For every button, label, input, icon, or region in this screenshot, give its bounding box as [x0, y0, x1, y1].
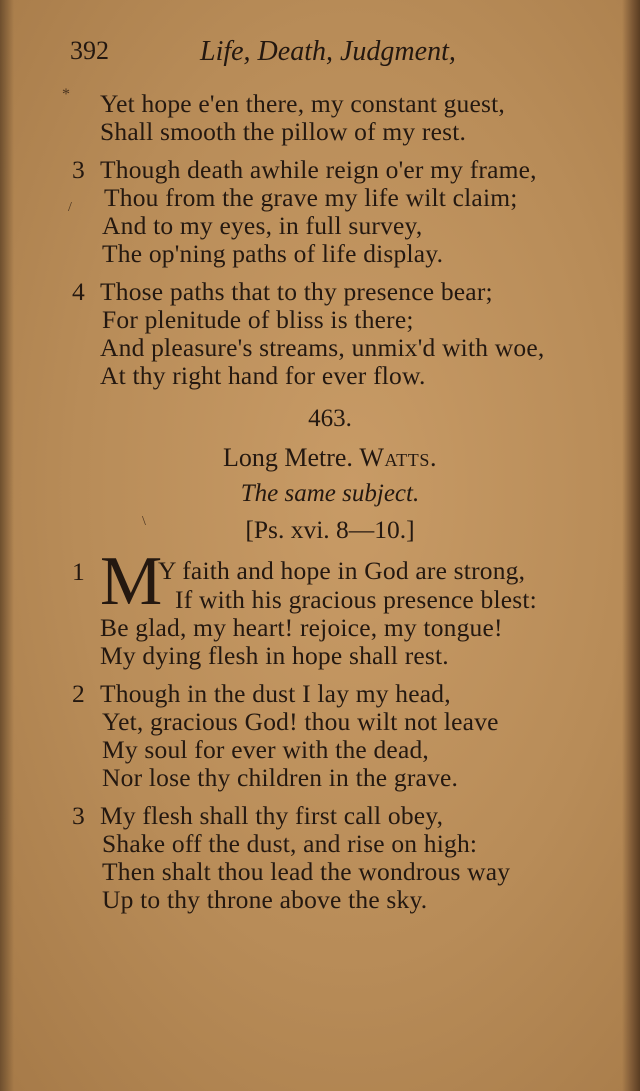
ink-speck: \ — [142, 514, 146, 529]
verse-line: Though in the dust I lay my head, — [100, 679, 451, 708]
verse-line: Those paths that to thy presence bear; — [100, 277, 493, 306]
verse-line: For plenitude of bliss is there; — [102, 305, 414, 334]
verse-line: Yet, gracious God! thou wilt not leave — [102, 707, 499, 736]
verse-line: Then shalt thou lead the wondrous way — [102, 857, 511, 886]
hymn-number: 463. — [308, 405, 352, 432]
verse-line: Be glad, my heart! rejoice, my tongue! — [100, 613, 503, 642]
verse-line: My dying flesh in hope shall rest. — [100, 641, 449, 670]
stanza-number: 2 — [72, 679, 85, 708]
stanza-number: 1 — [72, 557, 85, 586]
stanza-number: 4 — [72, 277, 85, 306]
verse-line: Up to thy throne above the sky. — [102, 885, 428, 914]
verse-line: My flesh shall thy first call obey, — [100, 801, 444, 830]
hymn-metre-line — [10, 443, 640, 473]
page-edge-left — [0, 0, 14, 1091]
verse-line: At thy right hand for ever flow. — [100, 361, 426, 390]
drop-cap: M — [100, 543, 163, 620]
page-edge-right — [622, 0, 640, 1091]
running-title: Life, Death, Judgment, — [200, 36, 456, 67]
verse-line: My soul for ever with the dead, — [102, 735, 429, 764]
verse-line: Nor lose thy children in the grave. — [102, 763, 459, 792]
verse-line: If with his gracious presence blest: — [175, 585, 537, 614]
page-number: 392 — [70, 36, 109, 65]
verse-line: Though death awhile reign o'er my frame, — [100, 155, 537, 184]
hymn-subject: The same subject. — [240, 480, 420, 507]
verse-line: Yet hope e'en there, my constant guest, — [100, 89, 505, 118]
verse-line: The op'ning paths of life display. — [102, 239, 444, 268]
page-header — [70, 36, 590, 80]
stanza-number: 3 — [72, 155, 85, 184]
stanza-number: 3 — [72, 801, 85, 830]
verse-line: Thou from the grave my life wilt claim; — [104, 183, 518, 212]
verse-line: Shake off the dust, and rise on high: — [102, 829, 478, 858]
asterisk-mark: * — [62, 86, 70, 103]
scripture-reference: [Ps. xvi. 8—10.] — [245, 515, 415, 544]
verse-line: Shall smooth the pillow of my rest. — [100, 117, 467, 146]
author-name: Watts. — [359, 443, 438, 472]
verse-line: And to my eyes, in full survey, — [102, 211, 423, 240]
ink-speck: / — [68, 200, 72, 215]
metre-label: Long Metre. — [222, 443, 353, 472]
verse-line: And pleasure's streams, unmix'd with woe, — [100, 333, 545, 362]
verse-line: Y faith and hope in God are strong, — [158, 556, 526, 585]
